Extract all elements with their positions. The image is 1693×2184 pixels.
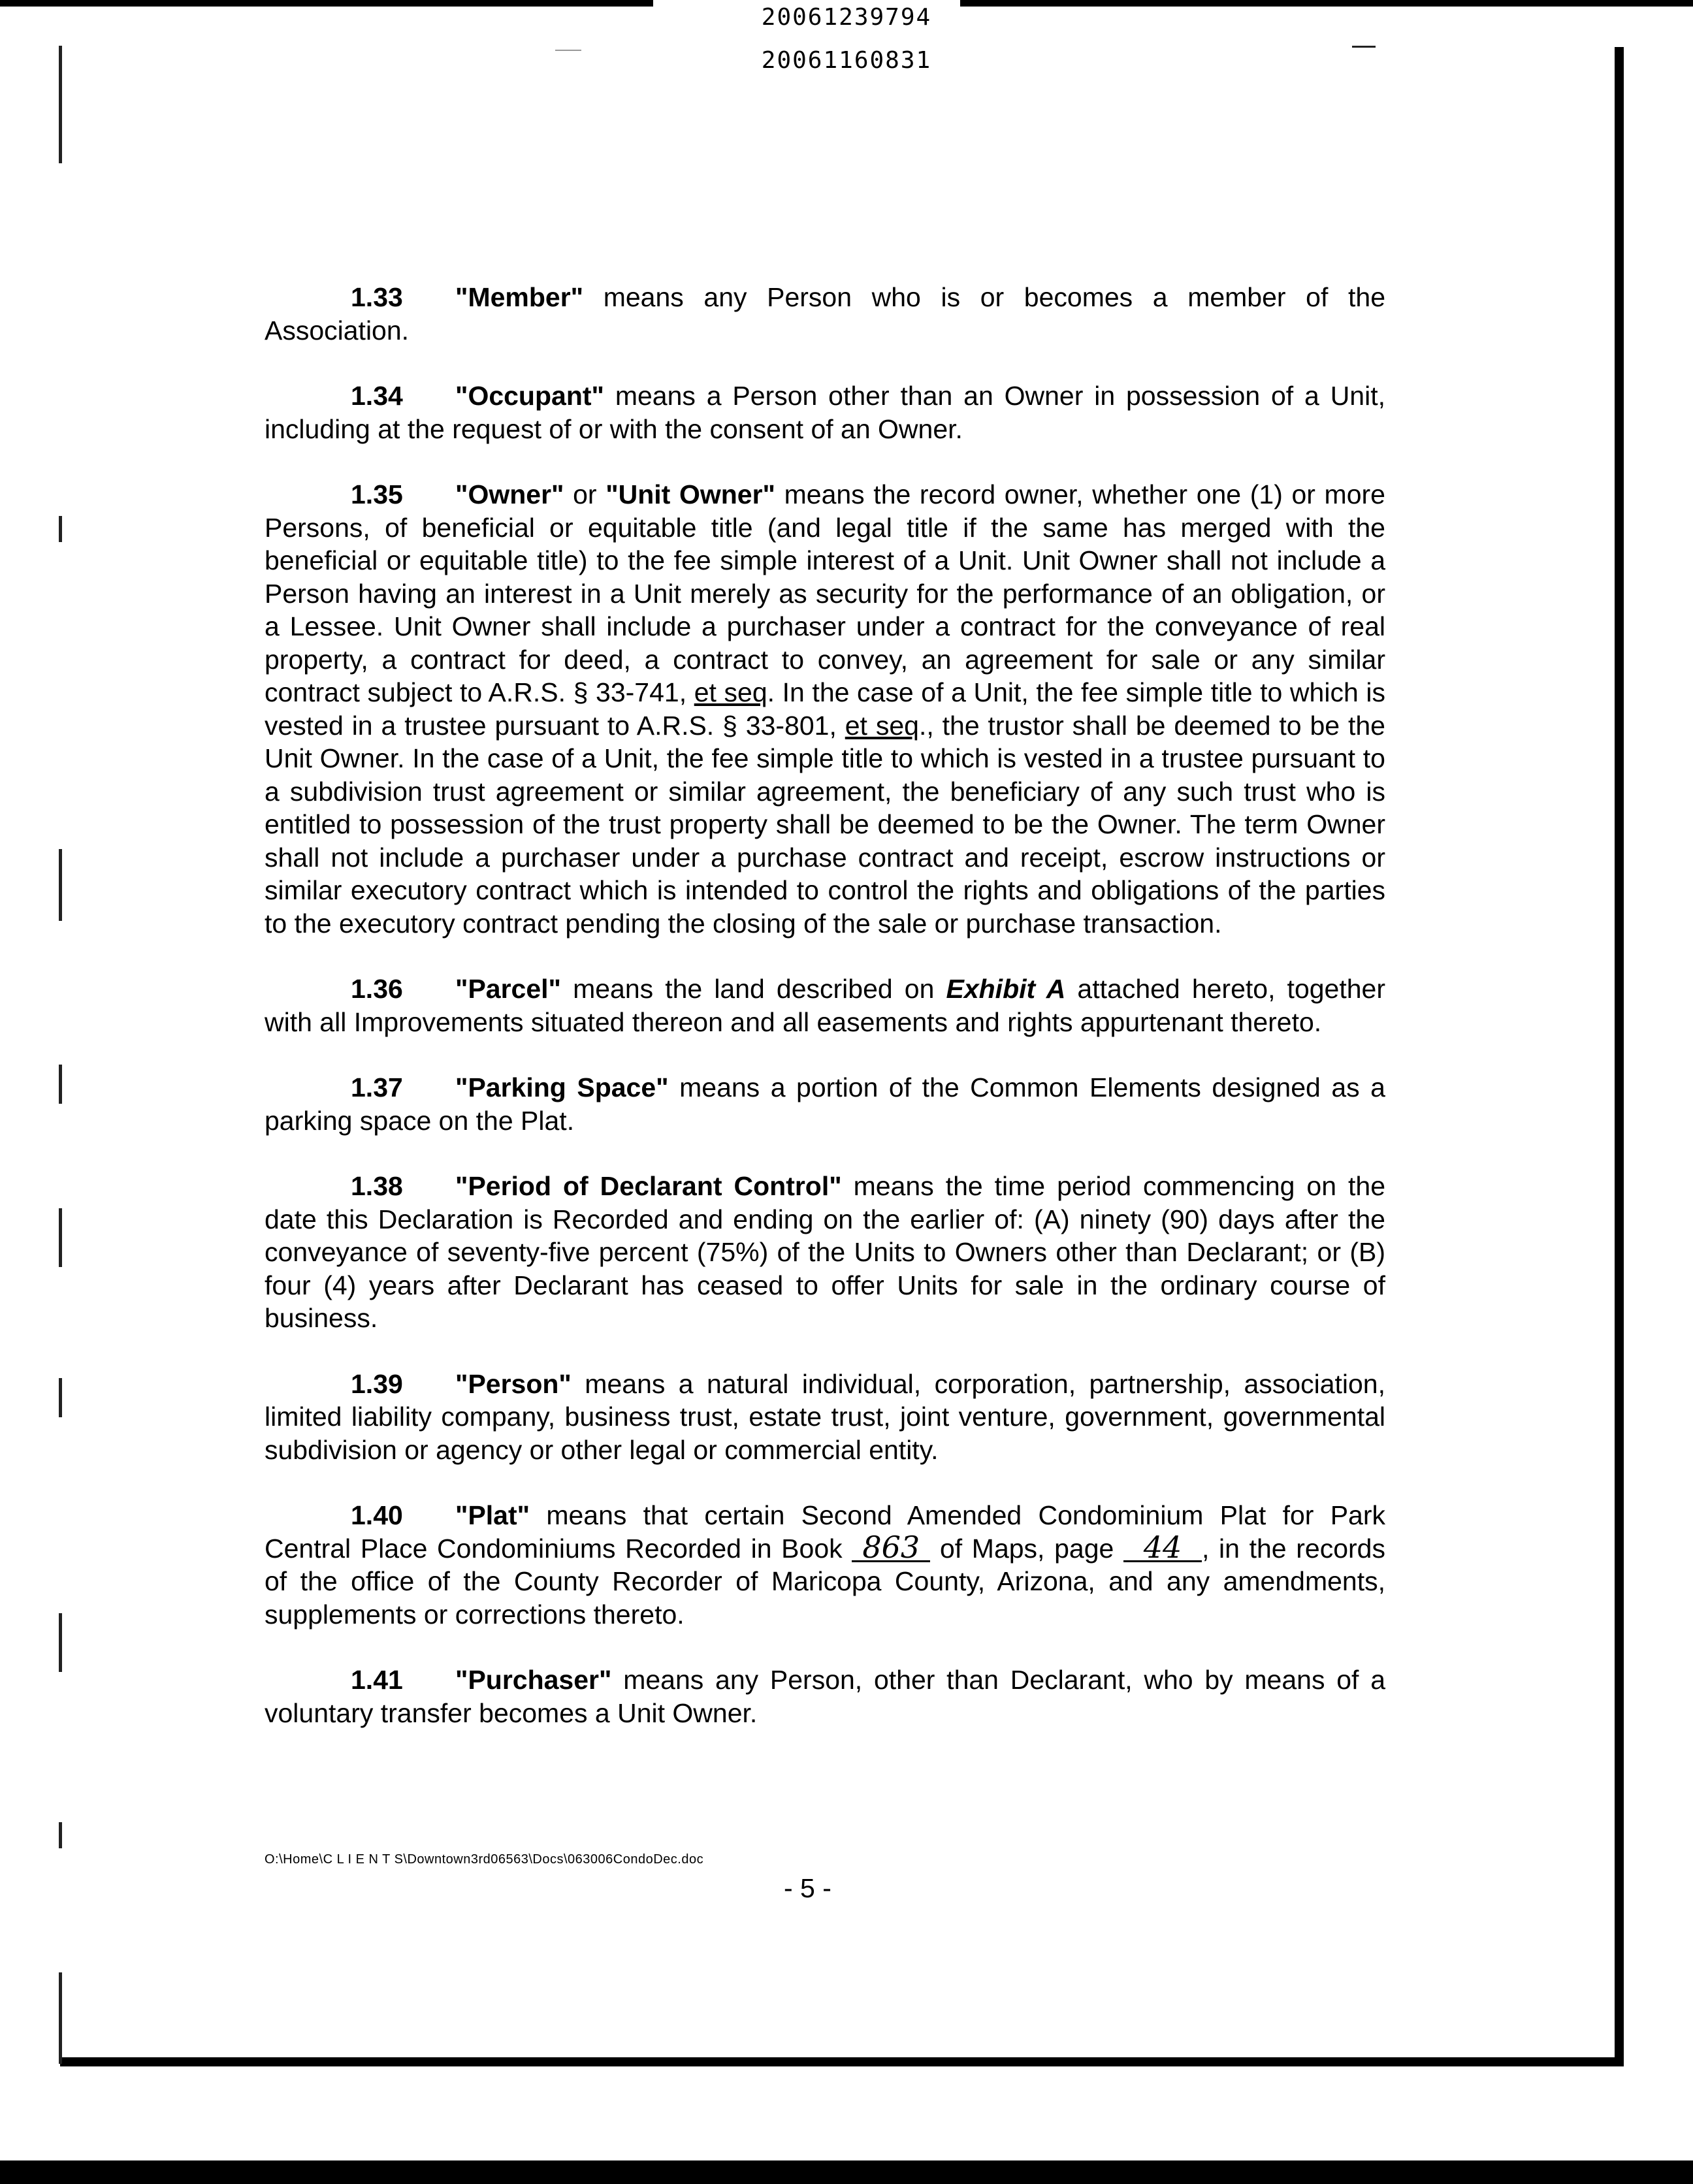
definition-1-39 <box>265 1368 1385 1467</box>
section-number: 1.34 <box>351 381 403 411</box>
scan-right-border <box>1615 47 1624 2066</box>
scan-left-mark <box>59 849 62 921</box>
scan-bottom-border <box>0 2160 1693 2184</box>
definition-text: . In the case of a Unit, the fee simple title to which is vested in a trustee pursuant to A.R.S. § 33-801, <box>265 677 1385 741</box>
definition-1-34 <box>265 379 1385 445</box>
scan-left-mark <box>59 1065 62 1104</box>
section-number: 1.36 <box>351 974 403 1004</box>
section-number: 1.39 <box>351 1368 403 1399</box>
defined-term: "Member" <box>455 282 584 312</box>
defined-term: "Owner" <box>455 479 564 509</box>
scan-left-mark <box>59 516 62 542</box>
definition-1-40 <box>265 1499 1385 1631</box>
definition-text: means any Person who is or becomes a member of the Association. <box>265 282 1385 345</box>
definition-text: means the time period commencing on the date this Declaration is Recorded and ending on the earlier of: (A) ninety (90) days after the conveyance of seventy-five percent (75%) of the Units to Owners other than Declarant; or (B) four (4) years after Declarant has ceased to offer Units for sale in the ordinary course of business. <box>265 1171 1385 1333</box>
section-number: 1.41 <box>351 1665 403 1695</box>
scan-left-mark <box>59 1613 62 1672</box>
definition-text: means that certain Second Amended Condominium Plat for Park Central Place Condominiums Recorded in Book <box>265 1500 1385 1564</box>
definition-text: , in the records of the office of the County Recorder of Maricopa County, Arizona, and any amendments, supplements or corrections thereto. <box>265 1533 1385 1630</box>
section-number: 1.40 <box>351 1500 403 1530</box>
scan-left-mark <box>59 1822 62 1848</box>
defined-term: "Parking Space" <box>455 1072 669 1102</box>
handwritten-page-number: 44 <box>1123 1534 1202 1562</box>
definition-1-33 <box>265 281 1385 347</box>
definition-1-37 <box>265 1071 1385 1137</box>
section-number: 1.35 <box>351 479 403 509</box>
scan-bottom-rule <box>60 2057 1622 2066</box>
definition-text: ., the trustor shall be deemed to be the Unit Owner. In the case of a Unit, the fee simple title to which is vested in a trustee pursuant to a subdivision trust agreement or similar agreement, the beneficiary of any such trust who is entitled to possession of the trust property shall be deemed to be the Owner. The term Owner shall not include a purchaser under a purchase contract and receipt, escrow instructions or similar executory contract which is intended to control the rights and obligations of the parties to the executory contract pending the closing of the sale or purchase transaction. <box>265 710 1385 939</box>
record-number: 20061160831 <box>761 47 932 74</box>
defined-term: "Period of Declarant Control" <box>455 1171 842 1201</box>
scan-left-mark <box>59 1208 62 1267</box>
definition-text: means any Person, other than Declarant, who by means of a voluntary transfer becomes a Unit Owner. <box>265 1665 1385 1728</box>
section-number: 1.37 <box>351 1072 403 1102</box>
definition-text: means the record owner, whether one (1) or more Persons, of beneficial or equitable title (and legal title if the same has merged with the beneficial or equitable title) to the fee simple interest of a Unit. Unit Owner shall not include a Person having an interest in a Unit merely as security for the performance of an obligation, or a Lessee. Unit Owner shall include a purchaser under a contract for the conveyance of real property, a contract for deed, a contract to convey, an agreement for sale or any similar contract subject to A.R.S. § 33-741, <box>265 479 1385 707</box>
definition-text: means the land described on <box>560 974 946 1004</box>
definition-1-38 <box>265 1170 1385 1335</box>
exhibit-reference: Exhibit A <box>946 974 1066 1004</box>
document-body <box>265 281 1385 1762</box>
definition-text: means a Person other than an Owner in possession of a Unit, including at the request of or with the consent of an Owner. <box>265 381 1385 444</box>
section-number: 1.33 <box>351 282 403 312</box>
et-seq-citation: et seq <box>845 710 919 741</box>
defined-term: "Parcel" <box>455 974 561 1004</box>
defined-term: "Plat" <box>455 1500 530 1530</box>
file-path-footer: O:\Home\C L I E N T S\Downtown3rd06563\Docs\063006CondoDec.doc <box>265 1852 704 1867</box>
defined-term: "Unit Owner" <box>605 479 775 509</box>
page-number: - 5 - <box>784 1873 831 1903</box>
defined-term: "Purchaser" <box>455 1665 612 1695</box>
definition-text: of Maps, page <box>930 1533 1123 1564</box>
connector-text: or <box>564 479 606 509</box>
section-number: 1.38 <box>351 1171 403 1201</box>
et-seq-citation: et seq <box>694 677 767 707</box>
definition-1-35 <box>265 478 1385 940</box>
definition-text: means a portion of the Common Elements designed as a parking space on the Plat. <box>265 1072 1385 1136</box>
scan-left-mark <box>59 1972 62 2064</box>
defined-term: "Person" <box>455 1368 572 1399</box>
scan-left-mark <box>59 1378 62 1417</box>
defined-term: "Occupant" <box>455 381 604 411</box>
definition-1-36 <box>265 972 1385 1038</box>
record-number: 20061239794 <box>761 4 932 31</box>
definition-text: means a natural individual, corporation, partnership, association, limited liability company, business trust, estate trust, joint venture, government, governmental subdivision or agency or other legal or commercial entity. <box>265 1368 1385 1465</box>
definition-text: attached hereto, together with all Improvements situated thereon and all easements and rights appurtenant thereto. <box>265 974 1386 1037</box>
definition-1-41 <box>265 1663 1385 1729</box>
handwritten-book-number: 863 <box>852 1534 930 1562</box>
